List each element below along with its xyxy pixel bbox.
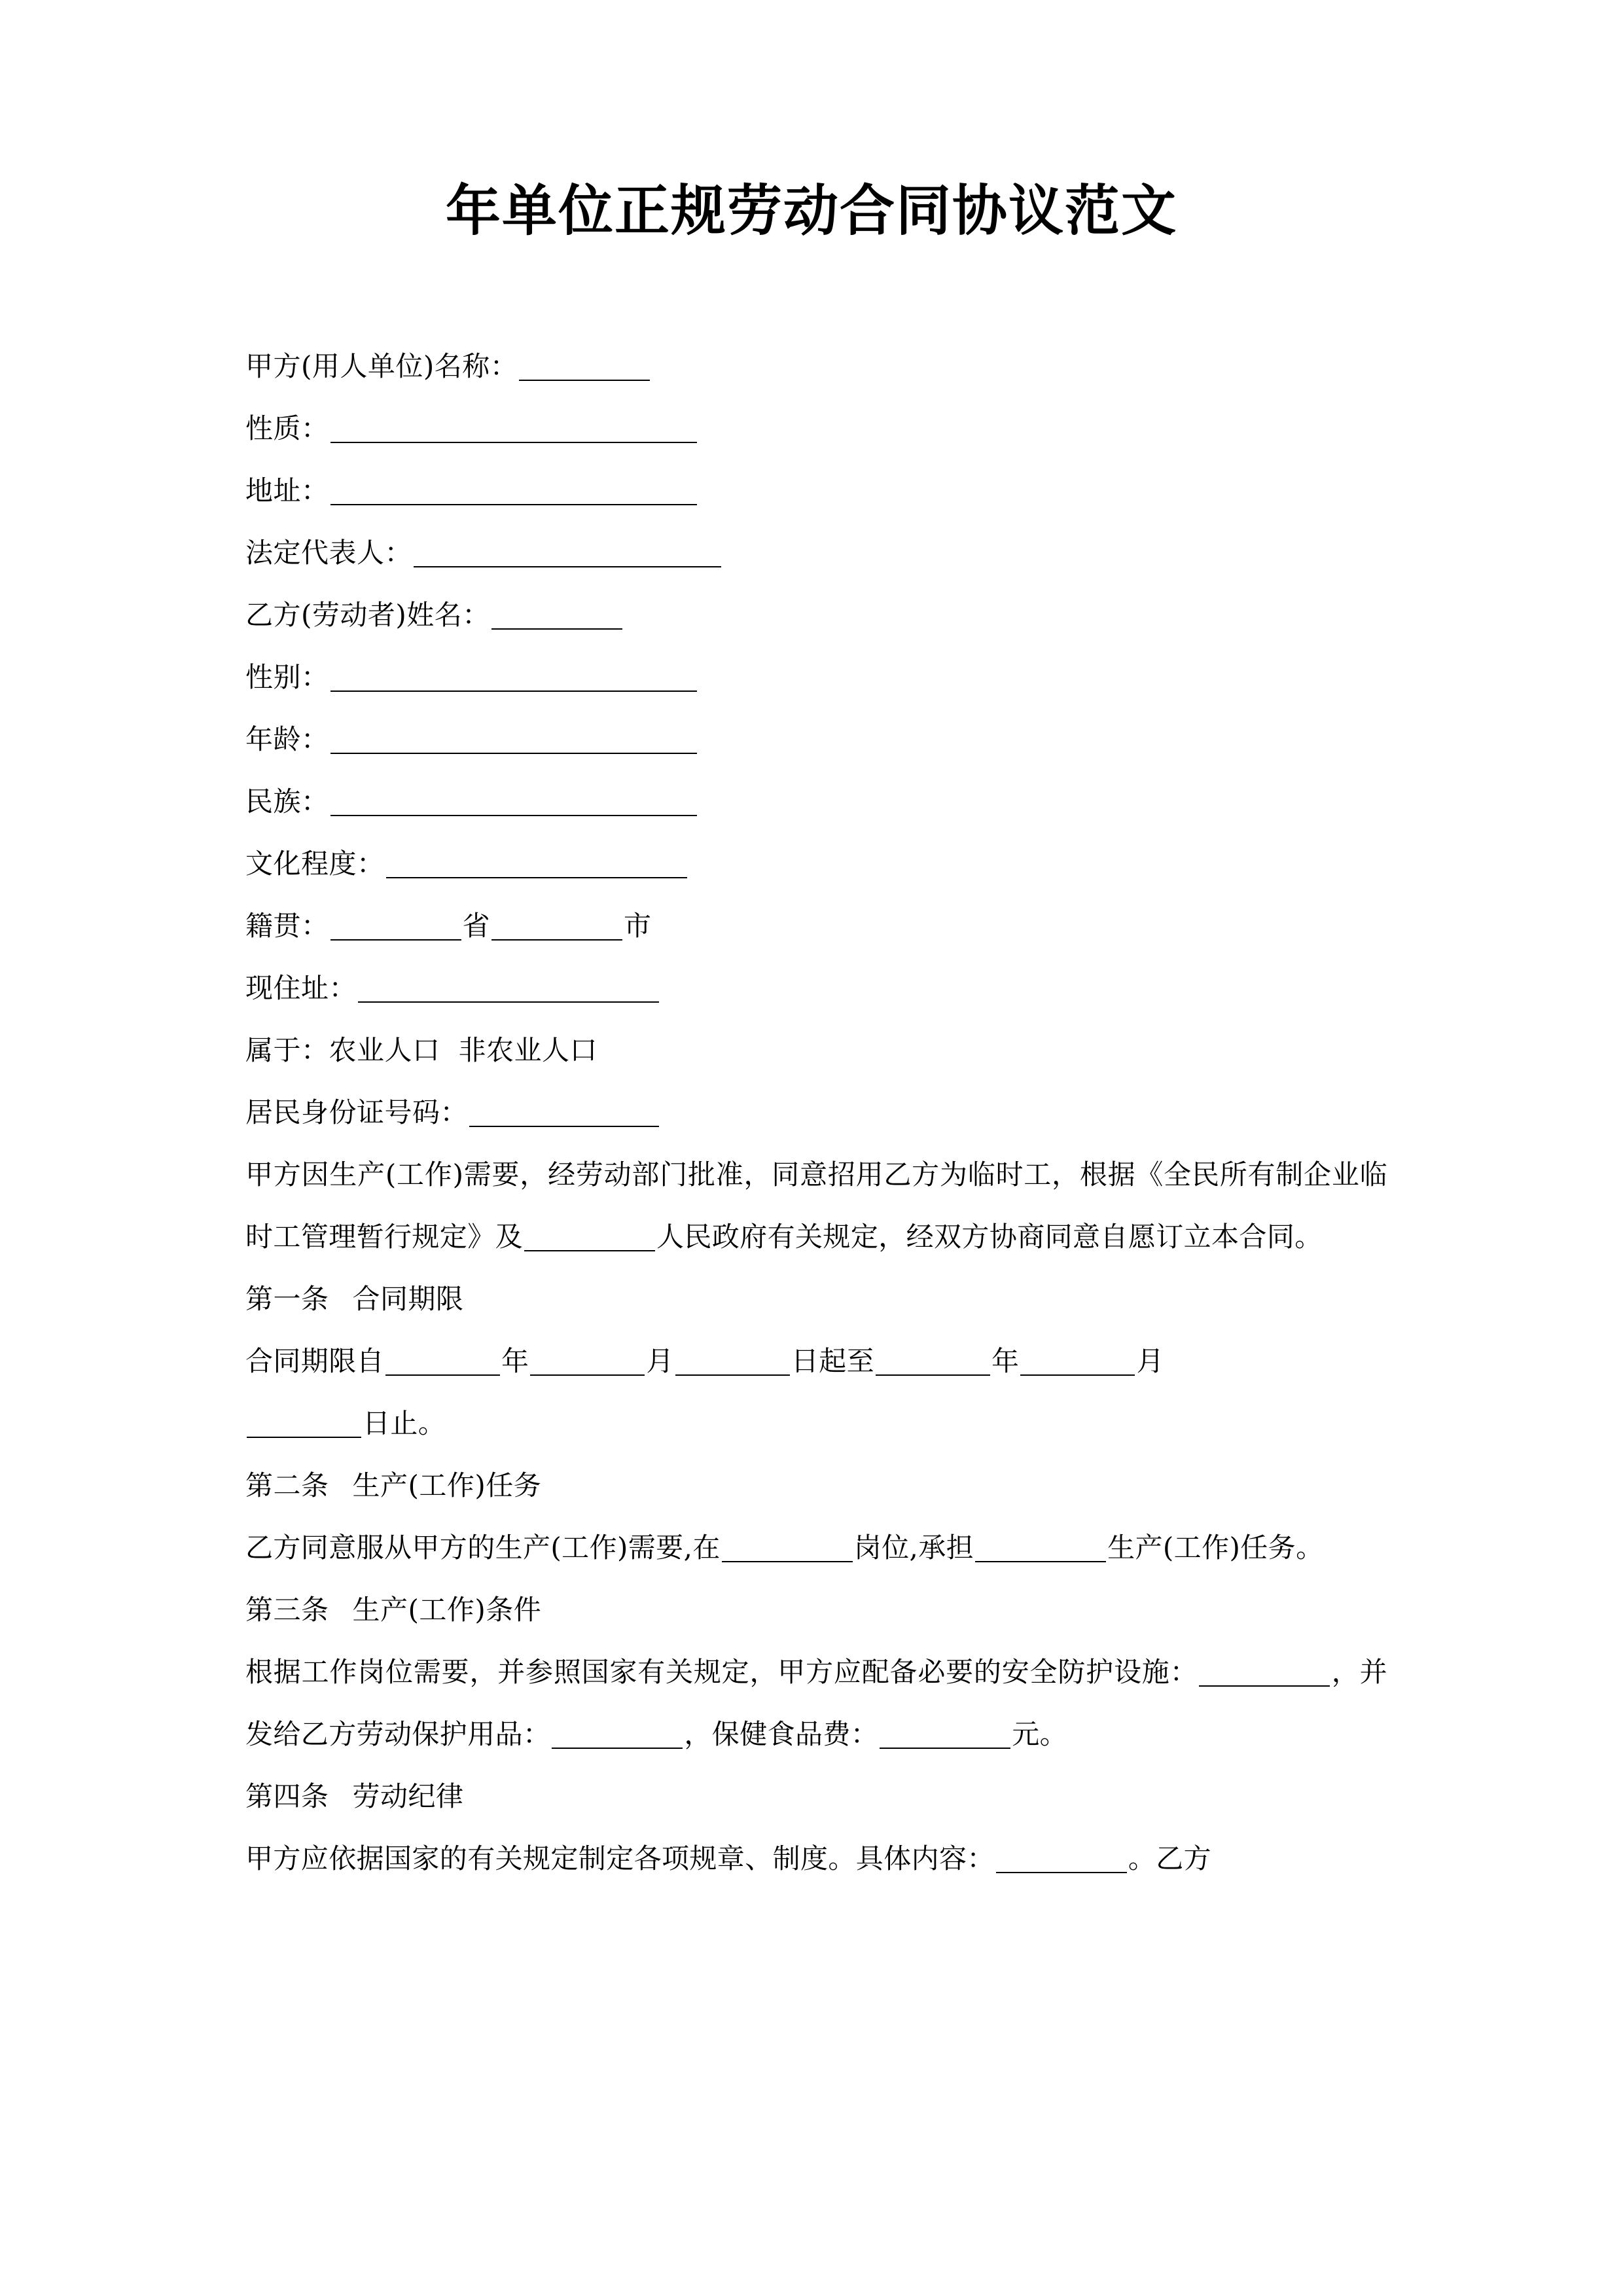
- term-start-year-unit: 年: [501, 1345, 529, 1377]
- employee-origin-province-blank[interactable]: [330, 912, 461, 941]
- term-start-day-unit: 日起至: [791, 1345, 875, 1377]
- page-title: 年单位正规劳动合同协议范文: [445, 178, 1177, 243]
- term-end-month-blank[interactable]: [1020, 1347, 1135, 1376]
- term-start-year-blank[interactable]: [385, 1347, 500, 1376]
- field-row-employer-nature: [245, 397, 1387, 459]
- preamble-part2: 人民政府有关规定，经双方协商同意自愿订立本合同。: [656, 1221, 1323, 1253]
- clause-1-heading: [245, 1268, 1387, 1330]
- origin-city-unit: 市: [624, 910, 652, 942]
- employee-age-label: 年龄：: [245, 723, 329, 755]
- field-row-employee-ethnicity: [245, 770, 1387, 833]
- employee-gender-label: 性别：: [245, 661, 329, 693]
- clause-1-title: 合同期限: [352, 1283, 464, 1315]
- preamble-paragraph: [245, 1143, 1387, 1268]
- preamble-part1: 甲方因生产(工作)需要，经劳动部门批准，同意招用乙方为临时工，根据《全民所有制企业临时工管理暂行规定》及: [245, 1158, 1387, 1253]
- field-row-legal-representative: [245, 522, 1387, 584]
- clause-3-title: 生产(工作)条件: [352, 1594, 542, 1626]
- term-end-year-blank[interactable]: [876, 1347, 990, 1376]
- employer-address-blank[interactable]: [330, 476, 697, 505]
- clause-4-number: 第四条: [245, 1780, 329, 1812]
- clause-2-heading: [245, 1454, 1387, 1516]
- employee-ethnicity-label: 民族：: [245, 785, 329, 817]
- discipline-content-blank[interactable]: [996, 1844, 1127, 1873]
- safety-equipment-blank[interactable]: [1199, 1658, 1330, 1687]
- field-row-employee-age: [245, 708, 1387, 770]
- preamble-government-blank[interactable]: [524, 1223, 655, 1251]
- household-option-nonagricultural[interactable]: 非农业人口: [458, 1034, 598, 1066]
- legal-representative-label: 法定代表人：: [245, 537, 413, 569]
- protective-supplies-blank[interactable]: [552, 1720, 683, 1749]
- household-type-label: 属于：: [245, 1034, 329, 1066]
- clause-1-number: 第一条: [245, 1283, 329, 1315]
- field-row-employee-education: [245, 833, 1387, 895]
- field-row-household-type: [245, 1019, 1387, 1081]
- clause-2-text-b: 岗位,承担: [853, 1532, 974, 1564]
- employer-nature-label: 性质：: [245, 412, 329, 444]
- clause-3-number: 第三条: [245, 1594, 329, 1626]
- employee-age-blank[interactable]: [330, 725, 697, 754]
- id-number-blank[interactable]: [469, 1098, 659, 1127]
- employer-name-label: 甲方(用人单位)名称：: [245, 350, 518, 382]
- employer-address-label: 地址：: [245, 475, 329, 507]
- current-address-label: 现住址：: [245, 972, 357, 1004]
- clause-3-text-b: ，并发给乙方劳动保护用品：: [245, 1656, 1387, 1750]
- employee-ethnicity-blank[interactable]: [330, 787, 697, 816]
- clause-3-text-d: 元。: [1012, 1718, 1068, 1750]
- current-address-blank[interactable]: [358, 974, 659, 1003]
- clause-4-heading: [245, 1765, 1387, 1827]
- clause-2-text-a: 乙方同意服从甲方的生产(工作)需要,在: [245, 1532, 721, 1564]
- field-row-employee-gender: [245, 646, 1387, 708]
- clause-4-text-a: 甲方应依据国家的有关规定制定各项规章、制度。具体内容：: [245, 1842, 995, 1874]
- term-start-month-unit: 月: [646, 1345, 674, 1377]
- document-body: [245, 335, 1387, 1890]
- field-row-employee-name: [245, 584, 1387, 646]
- legal-representative-blank[interactable]: [414, 539, 721, 567]
- field-row-employer-address: [245, 459, 1387, 522]
- clause-4-body: [245, 1827, 1387, 1890]
- clause-2-body: [245, 1516, 1387, 1579]
- clause-1-line-2: [245, 1392, 1387, 1454]
- clause-4-title: 劳动纪律: [352, 1780, 464, 1812]
- clause-3-body: [245, 1641, 1387, 1765]
- employee-education-label: 文化程度：: [245, 848, 385, 880]
- clause-3-heading: [245, 1579, 1387, 1641]
- origin-province-unit: 省: [462, 910, 491, 942]
- field-row-employer-name: [245, 335, 1387, 397]
- field-row-id-number: [245, 1081, 1387, 1143]
- household-option-separator: [442, 1037, 457, 1065]
- field-row-current-address: [245, 957, 1387, 1019]
- clause-1-line-1: [245, 1330, 1387, 1392]
- clause-2-number: 第二条: [245, 1469, 329, 1501]
- work-position-blank[interactable]: [722, 1534, 853, 1562]
- employer-name-blank[interactable]: [519, 352, 650, 381]
- household-option-agricultural[interactable]: 农业人口: [329, 1034, 440, 1066]
- clause-4-text-b: 。乙方: [1128, 1842, 1212, 1874]
- term-start-day-blank[interactable]: [675, 1347, 790, 1376]
- term-end-day-blank[interactable]: [247, 1409, 361, 1438]
- employee-name-label: 乙方(劳动者)姓名：: [245, 599, 490, 631]
- employee-gender-blank[interactable]: [330, 663, 697, 692]
- health-food-fee-blank[interactable]: [880, 1720, 1010, 1749]
- term-start-month-blank[interactable]: [530, 1347, 645, 1376]
- employee-education-blank[interactable]: [386, 850, 687, 878]
- term-end-year-unit: 年: [991, 1345, 1020, 1377]
- employee-name-blank[interactable]: [491, 601, 622, 630]
- term-end-day-unit: 日止。: [363, 1407, 446, 1439]
- term-end-month-unit: 月: [1136, 1345, 1164, 1377]
- field-row-employee-origin: [245, 895, 1387, 957]
- clause-2-text-c: 生产(工作)任务。: [1107, 1532, 1324, 1564]
- employee-origin-label: 籍贯：: [245, 910, 329, 942]
- employee-origin-city-blank[interactable]: [491, 912, 622, 941]
- clause-2-title: 生产(工作)任务: [352, 1469, 542, 1501]
- work-task-blank[interactable]: [975, 1534, 1106, 1562]
- id-number-label: 居民身份证号码：: [245, 1096, 469, 1128]
- employer-nature-blank[interactable]: [330, 414, 697, 443]
- contract-term-prefix: 合同期限自: [245, 1345, 385, 1377]
- clause-3-text-a: 根据工作岗位需要，并参照国家有关规定，甲方应配备必要的安全防护设施：: [245, 1656, 1198, 1688]
- clause-3-text-c: ，保健食品费：: [684, 1718, 879, 1750]
